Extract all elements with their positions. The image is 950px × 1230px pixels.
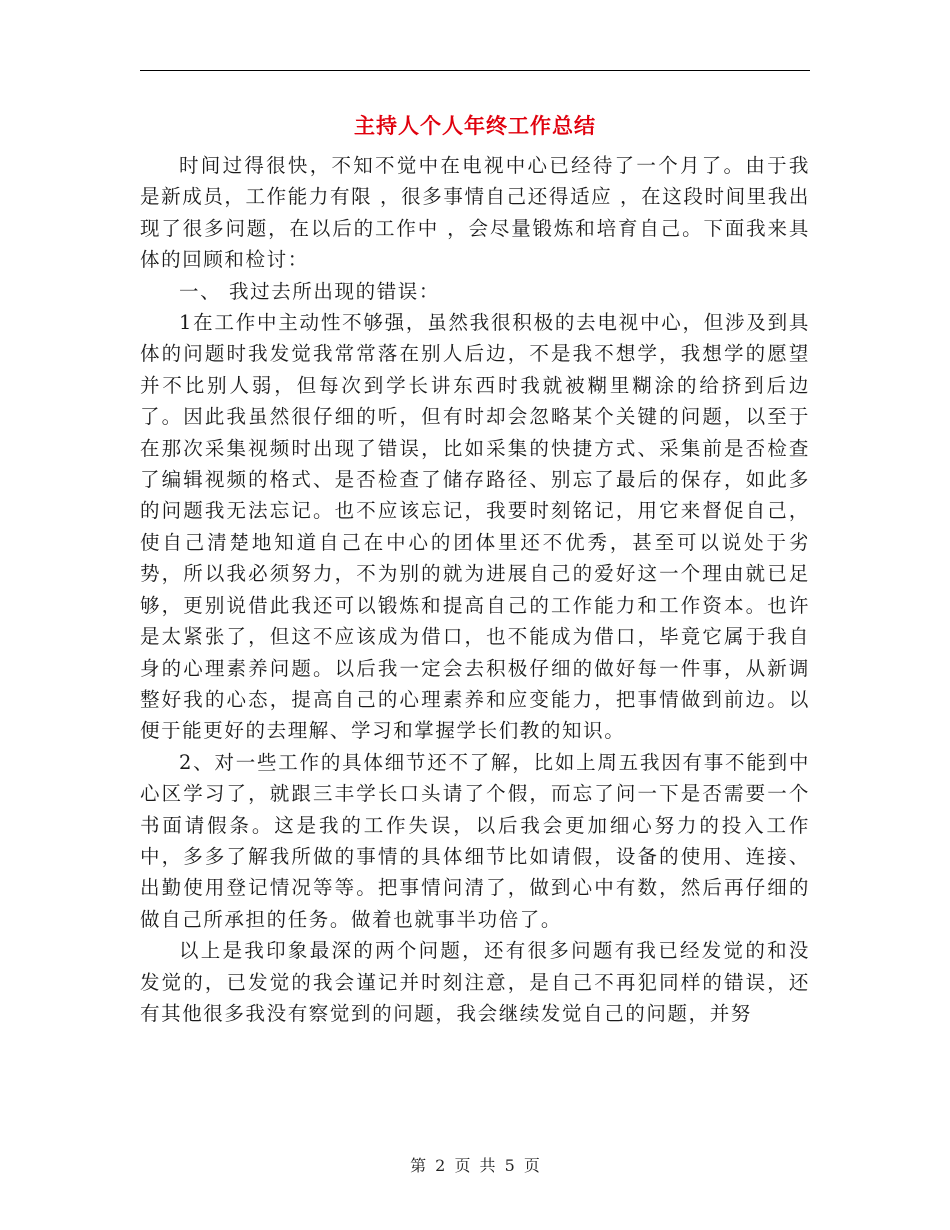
paragraph-point-2: 2、对一些工作的具体细节还不了解，比如上周五我因有事不能到中心区学习了，就跟三丰学长口头请了个假，而忘了问一下是否需要一个书面请假条。这是我的工作失误，以后我会更加细心努力的投入工作中，多多了解我所做的事情的具体细节比如请假，设备的使用、连接、出勤使用登记情况等等。把事情问清了，做到心中有数，然后再仔细的做自己所承担的任务。做着也就事半功倍了。 — [140, 750, 810, 931]
section-heading: 一、 我过去所出现的错误： — [179, 279, 440, 303]
page-number: 第 2 页 共 5 页 — [410, 1156, 540, 1175]
header-rule — [140, 70, 810, 71]
paragraph-intro: 时间过得很快，不知不觉中在电视中心已经待了一个月了。由于我是新成员，工作能力有限 ，很多事情自己还得适应 ，在这段时间里我出现了很多问题，在以后的工作中 ，会尽量锻炼和培育自己。下面我来具体的回顾和检讨： — [140, 154, 810, 272]
paragraph-point-1: 1在工作中主动性不够强，虽然我很积极的去电视中心，但涉及到具体的问题时我发觉我常常落在别人后边，不是我不想学，我想学的愿望并不比别人弱，但每次到学长讲东西时我就被糊里糊涂的给挤到后边了。因此我虽然很仔细的听，但有时却会忽略某个关键的问题，以至于在那次采集视频时出现了错误，比如采集的快捷方式、采集前是否检查了编辑视频的格式、是否检查了储存路径、别忘了最后的保存，如此多的问题我无法忘记。也不应该忘记，我要时刻铭记，用它来督促自己，使自己清楚地知道自己在中心的团体里还不优秀，甚至可以说处于劣势，所以我必须努力，不为别的就为进展自己的爱好这一个理由就已足够，更别说借此我还可以锻炼和提高自己的工作能力和工作资本。也许是太紧张了，但这不应该成为借口，也不能成为借口，毕竟它属于我自身的心理素养问题。以后我一定会去积极仔细的做好每一件事，从新调整好我的心态，提高自己的心理素养和应变能力，把事情做到前边。以便于能更好的去理解、学习和掌握学长们教的知识。 — [140, 311, 810, 743]
paragraph-summary: 以上是我印象最深的两个问题，还有很多问题有我已经发觉的和没发觉的，已发觉的我会谨记并时刻注意，是自己不再犯同样的错误，还有其他很多我没有察觉到的问题，我会继续发觉自己的问题，并努 — [140, 939, 810, 1025]
document-title: 主持人个人年终工作总结 — [354, 113, 596, 138]
document-body — [140, 150, 810, 1029]
